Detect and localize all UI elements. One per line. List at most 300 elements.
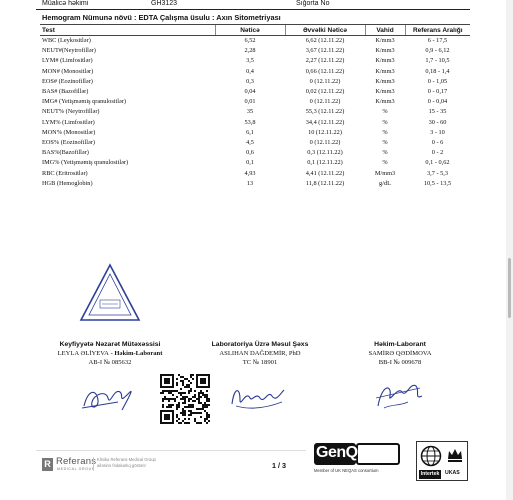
qr-module: [184, 402, 186, 404]
qr-module: [186, 396, 188, 398]
qr-module: [182, 380, 184, 382]
qr-module: [166, 406, 168, 408]
qr-module: [166, 390, 168, 392]
qr-module: [188, 404, 190, 406]
results-table: [40, 24, 470, 189]
cell-result: 0,1: [246, 159, 254, 167]
cell-test: NEUT#(Neytrofillər): [42, 47, 96, 55]
cell-range: 0,1 - 0,62: [425, 159, 450, 167]
qr-module: [180, 392, 182, 394]
qr-module: [180, 380, 182, 382]
table-row: [40, 179, 470, 189]
qr-module: [206, 416, 208, 418]
qr-module: [190, 376, 192, 378]
qr-module: [176, 406, 178, 408]
signer-cert-right: BB-I № 009678: [378, 359, 422, 366]
qr-module: [208, 416, 210, 418]
qr-module: [198, 398, 200, 400]
qr-module: [206, 418, 208, 420]
qr-module: [184, 406, 186, 408]
cell-previous: 11,8 (12.11.22): [305, 179, 345, 187]
cell-result: 0,4: [246, 67, 254, 75]
cell-previous: 0,66 (12.11.22): [305, 67, 345, 75]
qr-module: [190, 382, 192, 384]
qr-module: [184, 414, 186, 416]
qr-module: [188, 380, 190, 382]
qr-module: [182, 398, 184, 400]
qr-module: [170, 392, 172, 394]
qr-module: [188, 400, 190, 402]
qr-module: [184, 398, 186, 400]
qr-module: [190, 410, 192, 412]
cell-unit: %: [382, 139, 388, 147]
table-row: [40, 148, 470, 158]
cell-previous: 0 (12.11.22): [309, 98, 341, 106]
qr-module: [204, 396, 206, 398]
cell-result: 3,5: [246, 57, 254, 65]
cell-result: 35: [246, 108, 254, 116]
qr-module: [172, 404, 174, 406]
qr-module: [194, 396, 196, 398]
cell-range: 0 - 2: [431, 149, 444, 157]
qr-module: [172, 390, 174, 392]
cell-previous: 6,62 (12.11.22): [305, 37, 345, 44]
cell-result: 53,8: [244, 118, 256, 126]
qr-module: [188, 410, 190, 412]
globe-icon: [420, 445, 442, 467]
qr-module: [192, 374, 194, 376]
qr-module: [170, 398, 172, 400]
qr-module: [198, 408, 200, 410]
cell-previous: 2,27 (12.11.22): [305, 57, 345, 65]
qr-module: [188, 384, 190, 386]
cell-unit: g/dL: [379, 179, 391, 187]
cell-result: 0,6: [246, 149, 254, 157]
cell-range: 10,5 - 13,5: [423, 179, 452, 187]
cell-unit: K/mm3: [375, 67, 395, 75]
cell-range: 15 - 35: [428, 108, 447, 116]
qr-module: [168, 404, 170, 406]
qr-module: [206, 398, 208, 400]
cell-result: 13: [246, 179, 254, 187]
table-row: [40, 87, 470, 97]
cell-test: WBC (Leykositlər): [42, 37, 91, 44]
qr-module: [206, 396, 208, 398]
cell-range: 1,7 - 10,5: [425, 57, 450, 65]
qr-module: [184, 422, 186, 424]
qr-module: [204, 394, 206, 396]
genqa-logo: [312, 441, 407, 479]
qr-module: [200, 402, 202, 404]
qr-module: [194, 394, 196, 396]
qr-module: [182, 396, 184, 398]
cell-range: 0 - 0,17: [427, 88, 448, 96]
qr-module: [190, 398, 192, 400]
qr-module: [194, 412, 196, 414]
qr-module: [202, 408, 204, 410]
qr-module: [192, 396, 194, 398]
qr-module: [188, 386, 190, 388]
qr-module: [200, 416, 202, 418]
qr-module: [162, 406, 164, 408]
table-row: [40, 67, 470, 77]
qr-module: [204, 420, 206, 422]
qr-module: [190, 412, 192, 414]
qr-module: [188, 390, 190, 392]
signer-cert-left: AB-I № 085632: [88, 359, 132, 366]
cell-test: EOS# (Eozinofillər): [42, 77, 93, 85]
table-row: [40, 128, 470, 138]
qr-module: [164, 396, 166, 398]
qr-module: [178, 422, 180, 424]
cell-unit: K/mm3: [375, 77, 395, 85]
qr-module: [190, 374, 192, 376]
qr-module: [182, 408, 184, 410]
qr-module: [186, 384, 188, 386]
cell-unit: %: [382, 108, 388, 116]
qr-module: [182, 412, 184, 414]
signature-center-image: [226, 380, 288, 414]
cell-unit: %: [382, 128, 388, 136]
qr-module: [176, 420, 178, 422]
qr-module: [198, 392, 200, 394]
cell-test: HGB (Hemoglobin): [42, 179, 93, 187]
cell-test: LYM% (Limfositlər): [42, 118, 95, 126]
ukas-label: UKAS: [445, 470, 460, 476]
cell-test: MON% (Monositlər): [42, 128, 96, 136]
header-unit: Vahid: [365, 25, 405, 36]
qr-module: [192, 406, 194, 408]
qr-module: [182, 384, 184, 386]
table-row: [40, 169, 470, 179]
qr-module: [200, 422, 202, 424]
cell-range: 0,18 - 1,4: [425, 67, 450, 75]
cell-test: RBC (Eritrositlər): [42, 169, 88, 177]
qr-module: [194, 418, 196, 420]
cell-unit: M/mm3: [374, 169, 396, 177]
qr-module: [178, 374, 180, 376]
qr-module: [180, 422, 182, 424]
qr-module: [178, 418, 180, 420]
cell-previous: 3,67 (12.11.22): [305, 47, 345, 55]
qr-module: [208, 398, 210, 400]
cell-range: 0 - 1,05: [427, 77, 448, 85]
qr-module: [206, 406, 208, 408]
qr-module: [206, 414, 208, 416]
qr-module: [176, 384, 178, 386]
table-row: [40, 36, 470, 47]
cell-previous: 10 (12.11.22): [308, 128, 342, 136]
qr-module: [188, 418, 190, 420]
qr-module: [162, 390, 164, 392]
qr-module: [198, 400, 200, 402]
qr-module: [184, 392, 186, 394]
qr-module: [198, 412, 200, 414]
qr-module: [200, 396, 202, 398]
cell-result: 6,52: [244, 37, 256, 44]
qr-module: [178, 404, 180, 406]
cell-test: BAS# (Bazofillər): [42, 88, 89, 96]
qr-module: [180, 394, 182, 396]
cell-previous: 4,41 (12.11.22): [305, 169, 345, 177]
qr-module: [160, 392, 162, 394]
cell-result: 2,28: [244, 47, 256, 55]
qr-module: [182, 420, 184, 422]
table-row: [40, 118, 470, 128]
patient-code: GH3123: [151, 0, 178, 7]
qr-module: [176, 396, 178, 398]
qr-module: [186, 386, 188, 388]
intertek-label: Intertek: [420, 471, 440, 477]
insurance-label: Sığorta No: [296, 0, 330, 7]
qr-module: [204, 406, 206, 408]
qr-module: [188, 398, 190, 400]
qr-module: [186, 422, 188, 424]
qr-module: [200, 412, 202, 414]
qr-module: [196, 422, 198, 424]
crown-icon: [445, 445, 465, 465]
panel-title: Hemogram Nümunə növü : EDTA Çalışma üsulu : Axın Sitometriyası: [42, 13, 281, 22]
qr-module: [188, 392, 190, 394]
qr-module: [206, 400, 208, 402]
qr-module: [176, 378, 178, 380]
qr-module: [176, 382, 178, 384]
cell-previous: 34,4 (12.11.22): [305, 118, 345, 126]
doctor-label: Müalicə həkimi: [42, 0, 89, 7]
qr-module: [206, 404, 208, 406]
qr-module: [162, 392, 164, 394]
genqa-text: GenQA: [316, 444, 369, 461]
qr-module: [208, 420, 210, 422]
qr-module: [206, 422, 208, 424]
qr-module: [192, 400, 194, 402]
qr-module: [176, 416, 178, 418]
signer-role-left: Keyfiyyətə Nəzarət Mütəxəssisi: [59, 341, 161, 348]
qr-module: [162, 398, 164, 400]
qr-module: [170, 404, 172, 406]
cell-previous: 55,3 (12.11.22): [305, 108, 345, 116]
footer-divider: [36, 450, 306, 451]
qr-module: [184, 410, 186, 412]
qr-module: [174, 390, 176, 392]
qr-module: [208, 400, 210, 402]
cell-range: 0 - 0,04: [427, 98, 448, 106]
header-result: Nəticə: [215, 25, 285, 36]
qr-module: [208, 404, 210, 406]
qr-module: [190, 388, 192, 390]
cell-result: 0,01: [244, 98, 256, 106]
scrollbar-thumb[interactable]: [508, 258, 511, 318]
qr-module: [204, 404, 206, 406]
qr-module: [206, 394, 208, 396]
referans-logo-icon: R: [42, 458, 53, 471]
qr-module: [188, 406, 190, 408]
qr-module: [176, 408, 178, 410]
qr-module: [176, 414, 178, 416]
qr-module: [204, 418, 206, 420]
qr-module: [198, 394, 200, 396]
qr-module: [190, 390, 192, 392]
qr-module: [168, 406, 170, 408]
cell-unit: K/mm3: [375, 98, 395, 106]
qr-module: [182, 410, 184, 412]
signature-left-image: [78, 380, 138, 414]
cell-unit: K/mm3: [375, 57, 395, 65]
brand-name: Referans: [56, 456, 97, 467]
qr-module: [180, 412, 182, 414]
signer-name-center: ASLIHAN DAĞDEMİR, PhD: [219, 350, 301, 357]
qr-module: [164, 398, 166, 400]
cell-range: 6 - 17,5: [427, 37, 448, 44]
signature-right-image: [370, 378, 426, 412]
qr-module: [170, 406, 172, 408]
qr-module: [188, 422, 190, 424]
qr-module: [176, 390, 178, 392]
cell-previous: 0 (12.11.22): [309, 77, 341, 85]
table-header-row: [40, 25, 470, 36]
genqa-subtitle: Member of UK NEQAS consortium: [314, 468, 379, 473]
footer-separator: [93, 457, 94, 471]
qr-module: [184, 418, 186, 420]
cell-range: 30 - 60: [428, 118, 447, 126]
qr-module: [162, 404, 164, 406]
qr-module: [174, 398, 176, 400]
laboratory-stamp: [78, 262, 142, 324]
cell-test: IMG# (Yetişməmiş qranulositlər): [42, 98, 127, 106]
signature-block-right: [325, 340, 475, 367]
qr-module: [206, 412, 208, 414]
cell-range: 3 - 10: [430, 128, 445, 136]
signature-block-center: [185, 340, 335, 367]
qr-module: [164, 390, 166, 392]
qr-module: [162, 400, 164, 402]
qr-module: [200, 392, 202, 394]
qr-module: [172, 394, 174, 396]
qr-module: [190, 414, 192, 416]
qr-module: [200, 408, 202, 410]
qr-module: [190, 404, 192, 406]
cell-test: LYM# (Limfositlər): [42, 57, 93, 65]
qr-module: [172, 398, 174, 400]
qr-module: [194, 390, 196, 392]
signer-role-center: Laboratoriya Üzrə Məsul Şəxs: [211, 341, 309, 348]
qr-module: [194, 420, 196, 422]
qr-module: [202, 394, 204, 396]
page-number: 1 / 3: [272, 461, 286, 470]
table-row: [40, 107, 470, 117]
table-row: [40, 158, 470, 168]
cell-unit: K/mm3: [375, 37, 395, 44]
cell-unit: %: [382, 159, 388, 167]
qr-module: [178, 406, 180, 408]
qr-module: [192, 404, 194, 406]
qr-module: [196, 412, 198, 414]
cell-test: BAS%(Bazofillər): [42, 149, 89, 157]
qr-module: [180, 376, 182, 378]
qr-module: [178, 402, 180, 404]
qr-module: [184, 396, 186, 398]
qr-module: [198, 396, 200, 398]
qr-module: [184, 412, 186, 414]
cell-unit: K/mm3: [375, 88, 395, 96]
cell-unit: %: [382, 149, 388, 157]
qr-module: [186, 406, 188, 408]
table-row: [40, 138, 470, 148]
cell-result: 0,3: [246, 77, 254, 85]
cell-unit: K/mm3: [375, 47, 395, 55]
qr-module: [202, 392, 204, 394]
qr-module: [206, 390, 208, 392]
qr-module: [198, 402, 200, 404]
cell-range: 0 - 6: [431, 139, 444, 147]
qr-module: [182, 402, 184, 404]
signer-name-right: SAMİRƏ QƏDİMOVA: [368, 350, 432, 357]
vertical-scrollbar[interactable]: [506, 0, 513, 500]
qr-module: [204, 402, 206, 404]
qr-module: [168, 400, 170, 402]
cell-result: 4,5: [246, 139, 254, 147]
cell-unit: %: [382, 118, 388, 126]
qr-module: [190, 406, 192, 408]
table-row: [40, 77, 470, 87]
qr-module: [192, 378, 194, 380]
qr-module: [182, 376, 184, 378]
cell-range: 0,9 - 6,12: [425, 47, 450, 55]
cell-test: IMG% (Yetişməmiş qranulositlər): [42, 159, 129, 167]
qr-module: [188, 414, 190, 416]
cell-previous: 0,02 (12.11.22): [305, 88, 345, 96]
cell-previous: 0,3 (12.11.22): [307, 149, 343, 157]
signer-name-left: LEYLA ƏLİYEVA - Həkim-Laborant: [57, 350, 163, 357]
qr-module: [168, 390, 170, 392]
footer-tagline: Klinika Referans Medical Group ailəsinə fədakarlıq göstərir: [97, 457, 156, 468]
signer-cert-center: TC № 18901: [242, 359, 278, 366]
cell-result: 6,1: [246, 128, 254, 136]
brand-subtitle: MEDICAL GROUP: [57, 467, 95, 471]
qr-module: [208, 414, 210, 416]
cell-result: 0,04: [244, 88, 256, 96]
qr-module: [184, 400, 186, 402]
qr-module: [182, 382, 184, 384]
qr-module: [202, 406, 204, 408]
cell-test: EOS% (Eozinofillər): [42, 139, 95, 147]
qr-module: [186, 378, 188, 380]
qr-module: [182, 414, 184, 416]
header-range: Referans Aralığı: [405, 25, 470, 36]
qr-module: [194, 400, 196, 402]
qr-module: [196, 398, 198, 400]
table-row: [40, 56, 470, 66]
qr-module: [184, 386, 186, 388]
certification-badge: [416, 441, 468, 481]
qr-code: [160, 374, 210, 424]
table-row: [40, 46, 470, 56]
signature-block-left: [35, 340, 185, 367]
cell-previous: 0 (12.11.22): [309, 139, 341, 147]
top-divider: [36, 9, 470, 10]
qr-module: [180, 388, 182, 390]
cell-test: NEUT% (Neytrofillər): [42, 108, 100, 116]
qr-module: [178, 392, 180, 394]
qr-module: [176, 404, 178, 406]
qr-module: [168, 398, 170, 400]
qr-module: [174, 400, 176, 402]
cell-range: 3,7 - 5,3: [427, 169, 448, 177]
qr-module: [198, 422, 200, 424]
cell-previous: 0,1 (12.11.22): [307, 159, 343, 167]
qr-module: [166, 398, 168, 400]
qr-module: [204, 410, 206, 412]
